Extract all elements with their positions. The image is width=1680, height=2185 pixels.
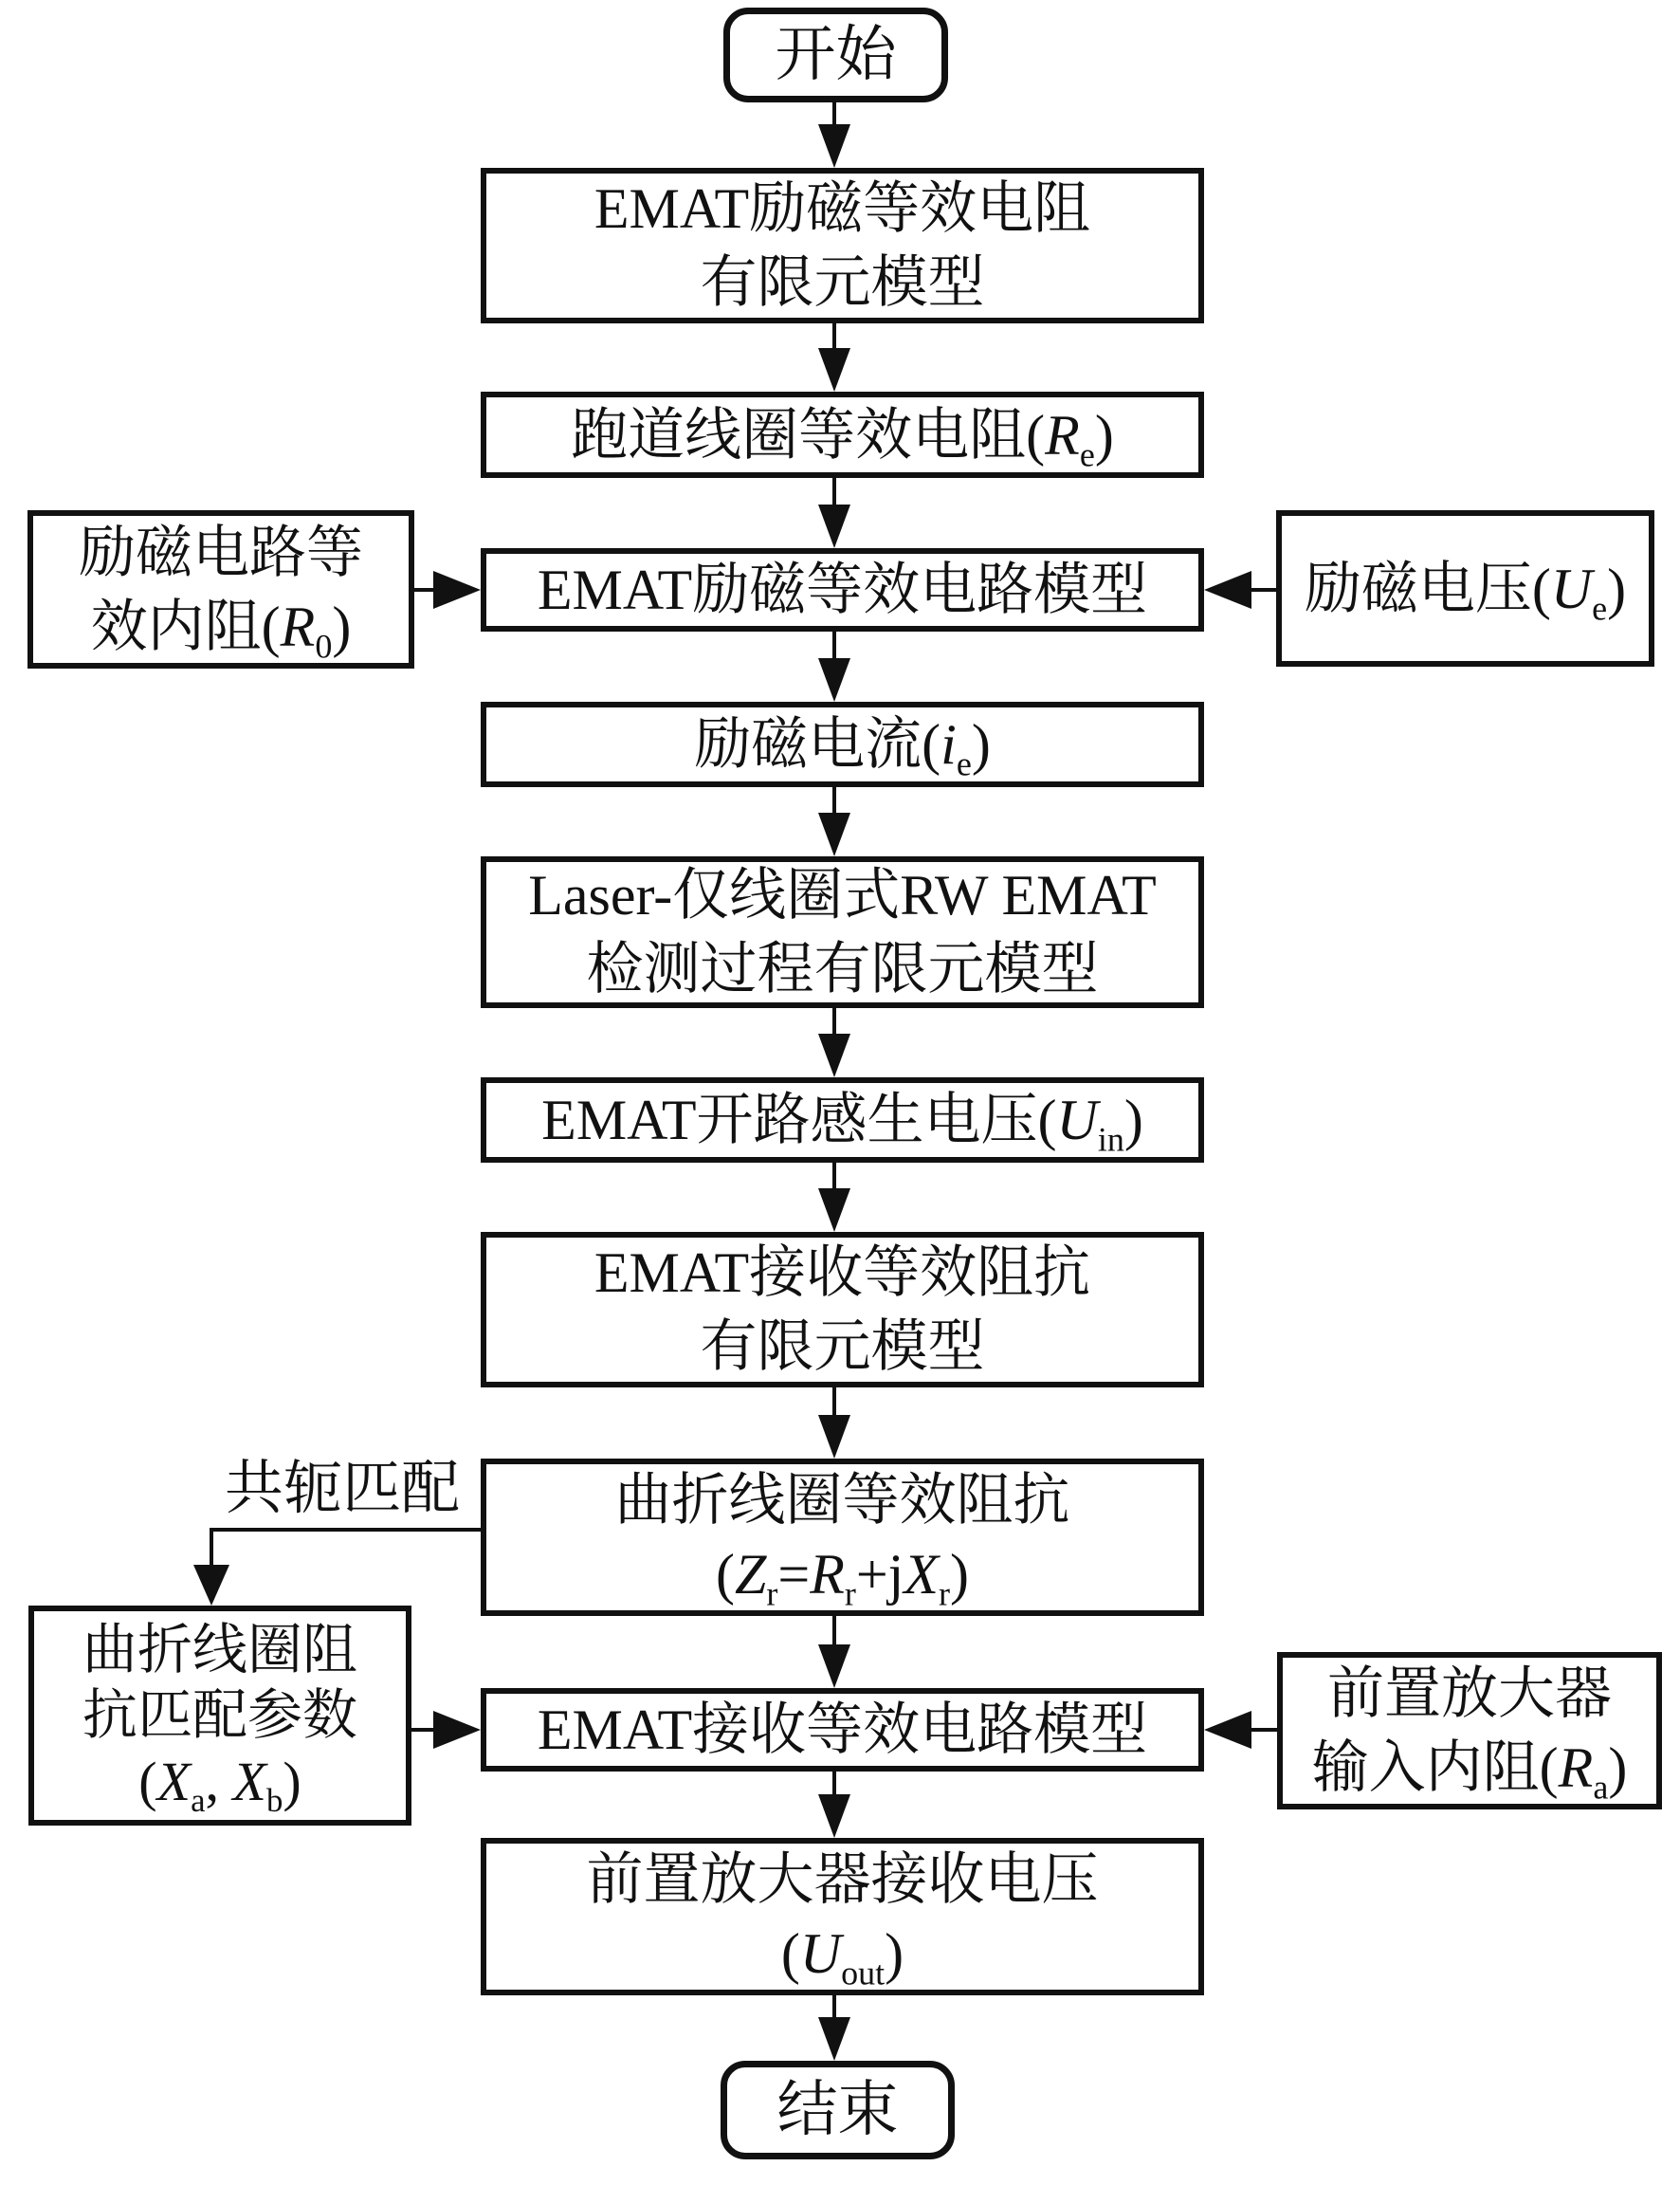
text-line: 有限元模型 [700, 1315, 985, 1378]
arrow-to-meander-impedance [818, 1387, 850, 1459]
arrow-to-excitation-current [818, 632, 850, 702]
arrow-down-icon [818, 1034, 850, 1077]
box-laser-coil-only-rw-emat-detection-fem [481, 856, 1204, 1008]
arrow-down-icon [818, 658, 850, 702]
arrow-right-icon [433, 1711, 481, 1749]
arrow-to-racetrack-resistance [818, 323, 850, 392]
arrow-down-icon [818, 124, 850, 168]
conjugate-match-connector-vertical [210, 1528, 213, 1567]
terminal-start [723, 8, 948, 102]
arrow-start-to-excitation-fem [818, 102, 850, 168]
arrow-down-icon [818, 2017, 850, 2061]
box-emat-receiving-equivalent-impedance-fem [481, 1232, 1204, 1387]
text-line: 输入内阻$(R_a)$ [1311, 1736, 1628, 1807]
terminal-start-label: 开始 [775, 21, 897, 89]
arrow-down-icon [818, 813, 850, 856]
arrow-to-receiving-impedance-fem [818, 1163, 850, 1232]
arrow-left-icon [1204, 1711, 1251, 1749]
box-excitation-circuit-equivalent-internal-resistance [27, 510, 414, 669]
arrow-left-icon [1204, 571, 1251, 609]
text-line: ($X_a$, $X_b$) [138, 1750, 301, 1819]
arrow-matching-params-into-receiving-circuit-model [411, 1711, 481, 1749]
arrow-to-laser-detection-fem [818, 787, 850, 856]
arrow-to-open-circuit-voltage [818, 1008, 850, 1077]
text-line: $(U_{out})$ [780, 1922, 904, 1992]
text-line: Laser-仅线圈式RW EMAT [528, 864, 1157, 927]
text-line: EMAT接收等效阻抗 [593, 1241, 1091, 1304]
box-racetrack-coil-equivalent-resistance [481, 392, 1204, 478]
text-line: $(Z_r=R_r+jX_r)$ [715, 1543, 969, 1613]
terminal-end-label: 结束 [776, 2076, 899, 2144]
text-line: 跑道线圈等效电阻$(R_e)$ [571, 403, 1114, 474]
box-meander-coil-impedance-matching-parameters [28, 1606, 411, 1826]
conjugate-match-label: 共轭匹配 [225, 1457, 461, 1521]
arrow-down-icon [818, 505, 850, 548]
box-meander-coil-equivalent-impedance [481, 1459, 1204, 1616]
arrow-to-receiving-circuit-model [818, 1616, 850, 1688]
text-line: 前置放大器 [1327, 1662, 1612, 1725]
text-line: 曲折线圈等效阻抗 [614, 1469, 1070, 1532]
box-preamplifier-input-internal-resistance [1277, 1652, 1662, 1809]
arrow-to-end [818, 1995, 850, 2061]
text-line: 效内阻$(R_0)$ [90, 595, 352, 666]
text-line: 励磁电压$(U_e)$ [1304, 557, 1627, 628]
arrow-ra-into-receiving-circuit-model [1204, 1711, 1277, 1749]
box-excitation-voltage [1276, 510, 1654, 667]
arrow-r0-into-excitation-circuit-model [414, 571, 481, 609]
conjugate-match-connector-horizontal [210, 1528, 481, 1532]
text-line: 检测过程有限元模型 [586, 938, 1099, 1001]
arrow-down-icon [818, 1794, 850, 1838]
text-line: EMAT接收等效电路模型 [537, 1698, 1148, 1761]
terminal-end [721, 2061, 955, 2159]
arrow-down-icon [818, 1644, 850, 1688]
arrow-right-icon [433, 571, 481, 609]
text-line: 励磁电流$(i_e)$ [694, 713, 991, 783]
arrow-down-icon [818, 1415, 850, 1459]
text-line: 前置放大器接收电压 [586, 1848, 1099, 1911]
box-emat-open-circuit-induced-voltage [481, 1077, 1204, 1163]
box-emat-receiving-equivalent-circuit-model [481, 1688, 1204, 1772]
text-line: 曲折线圈阻 [82, 1618, 357, 1680]
box-preamplifier-received-voltage [481, 1838, 1204, 1995]
text-line: 励磁电路等 [79, 521, 363, 584]
text-line: EMAT开路感生电压$(U_{in})$ [541, 1089, 1143, 1159]
text-line: EMAT励磁等效电路模型 [537, 559, 1148, 621]
box-emat-excitation-equivalent-resistance-fem [481, 168, 1204, 323]
arrow-ue-into-excitation-circuit-model [1204, 571, 1276, 609]
text-line: EMAT励磁等效电阻 [593, 177, 1091, 240]
text-line: 有限元模型 [700, 251, 985, 314]
arrow-to-excitation-circuit-model [818, 478, 850, 548]
arrow-down-icon [818, 1188, 850, 1232]
arrow-to-preamplifier-voltage [818, 1772, 850, 1838]
arrow-down-icon [818, 348, 850, 392]
text-line: 抗匹配参数 [82, 1684, 357, 1747]
arrow-down-icon [193, 1565, 229, 1606]
box-excitation-current [481, 702, 1204, 787]
box-emat-excitation-equivalent-circuit-model [481, 548, 1204, 632]
